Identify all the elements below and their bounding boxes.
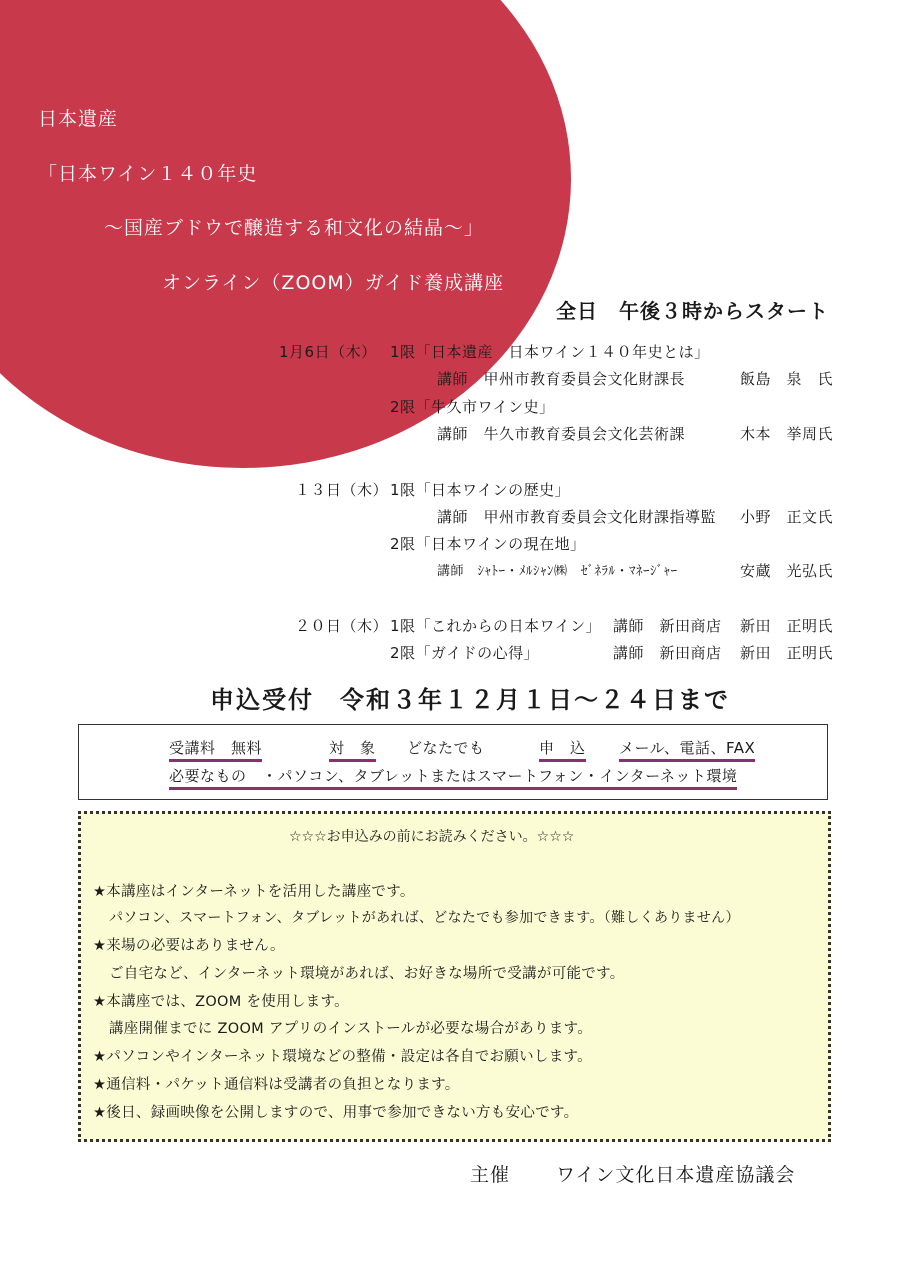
application-period: 申込受付 令和３年１２月１日～２４日まで: [210, 686, 730, 714]
hero-title: 「日本ワイン１４０年史: [38, 163, 258, 185]
hero-course-name: オンライン（ZOOM）ガイド養成講座: [162, 272, 505, 294]
period-title: 2限「日本ワインの現在地」: [390, 535, 586, 553]
notice-item: ★後日、録画映像を公開しますので、用事で参加できない方も安心です。: [93, 1105, 579, 1121]
target-label: 対 象: [329, 737, 376, 762]
instructor-name: 飯島 泉 氏: [740, 370, 834, 388]
instructor-name: 木本 挙周氏: [740, 425, 834, 443]
schedule-date: 1月6日（木）: [279, 343, 377, 361]
schedule-date: １３日（木）: [295, 481, 389, 499]
instructor-name: 新田 正明氏: [740, 617, 834, 635]
organizer-name: ワイン文化日本遺産協議会: [556, 1164, 796, 1186]
notice-item: ★パソコンやインターネット環境などの整備・設定は各自でお願いします。: [93, 1049, 592, 1065]
notice-title: ☆☆☆お申込みの前にお読みください。☆☆☆: [289, 829, 575, 845]
period-title: 1限「これからの日本ワイン」: [390, 617, 602, 635]
instructor-affiliation: 講師 ｼｬﾄｰ・ﾒﾙｼｬﾝ㈱ ｾﾞﾈﾗﾙ・ﾏﾈｰｼﾞｬｰ: [437, 564, 678, 579]
instructor-name: 新田 正明氏: [740, 644, 834, 662]
period-title: 2限「ガイドの心得」: [390, 644, 540, 662]
hero-subtitle: ～国産ブドウで醸造する和文化の結晶～」: [104, 217, 485, 239]
requirements: 必要なもの ・パソコン、タブレットまたはスマートフォン・インターネット環境: [169, 765, 737, 790]
period-title: 2限「牛久市ワイン史」: [390, 398, 555, 416]
target-value: どなたでも: [407, 739, 485, 757]
notice-detail: パソコン、スマートフォン、タブレットがあれば、どなたでも参加できます。（難しくありません）: [109, 910, 740, 926]
start-time-header: 全日 午後３時からスタート: [556, 299, 829, 323]
apply-methods: メール、電話、FAX: [619, 737, 755, 762]
notice-item: ★本講座では、ZOOM を使用します。: [93, 994, 349, 1010]
period-title: 1限「日本遺産 日本ワイン１４０年史とは」: [390, 343, 710, 361]
instructor-name: 小野 正文氏: [740, 508, 834, 526]
notice-item: ★来場の必要はありません。: [93, 938, 285, 954]
apply-label: 申 込: [539, 737, 586, 762]
instructor-affiliation: 講師 甲州市教育委員会文化財課長: [437, 370, 686, 388]
organizer-label: 主催: [470, 1164, 511, 1186]
schedule-date: ２０日（木）: [295, 617, 389, 635]
instructor-name: 安蔵 光弘氏: [740, 562, 834, 580]
instructor-affiliation: 講師 牛久市教育委員会文化芸術課: [437, 425, 686, 443]
hero-heritage-label: 日本遺産: [38, 108, 119, 130]
info-box: [78, 724, 828, 800]
notice-item: ★本講座はインターネットを活用した講座です。: [93, 884, 415, 900]
fee-label: 受講料 無料: [169, 737, 262, 762]
notice-detail: ご自宅など、インターネット環境があれば、お好きな場所で受講が可能です。: [109, 966, 625, 982]
period-title: 1限「日本ワインの歴史」: [390, 481, 571, 499]
notice-item: ★通信料・パケット通信料は受講者の負担となります。: [93, 1077, 460, 1093]
notice-detail: 講座開催までに ZOOM アプリのインストールが必要な場合があります。: [109, 1021, 593, 1037]
instructor-affiliation: 講師 甲州市教育委員会文化財課指導監: [437, 508, 717, 526]
instructor-affiliation: 講師 新田商店: [613, 617, 722, 635]
instructor-affiliation: 講師 新田商店: [613, 644, 722, 662]
notice-box: [78, 811, 831, 1142]
